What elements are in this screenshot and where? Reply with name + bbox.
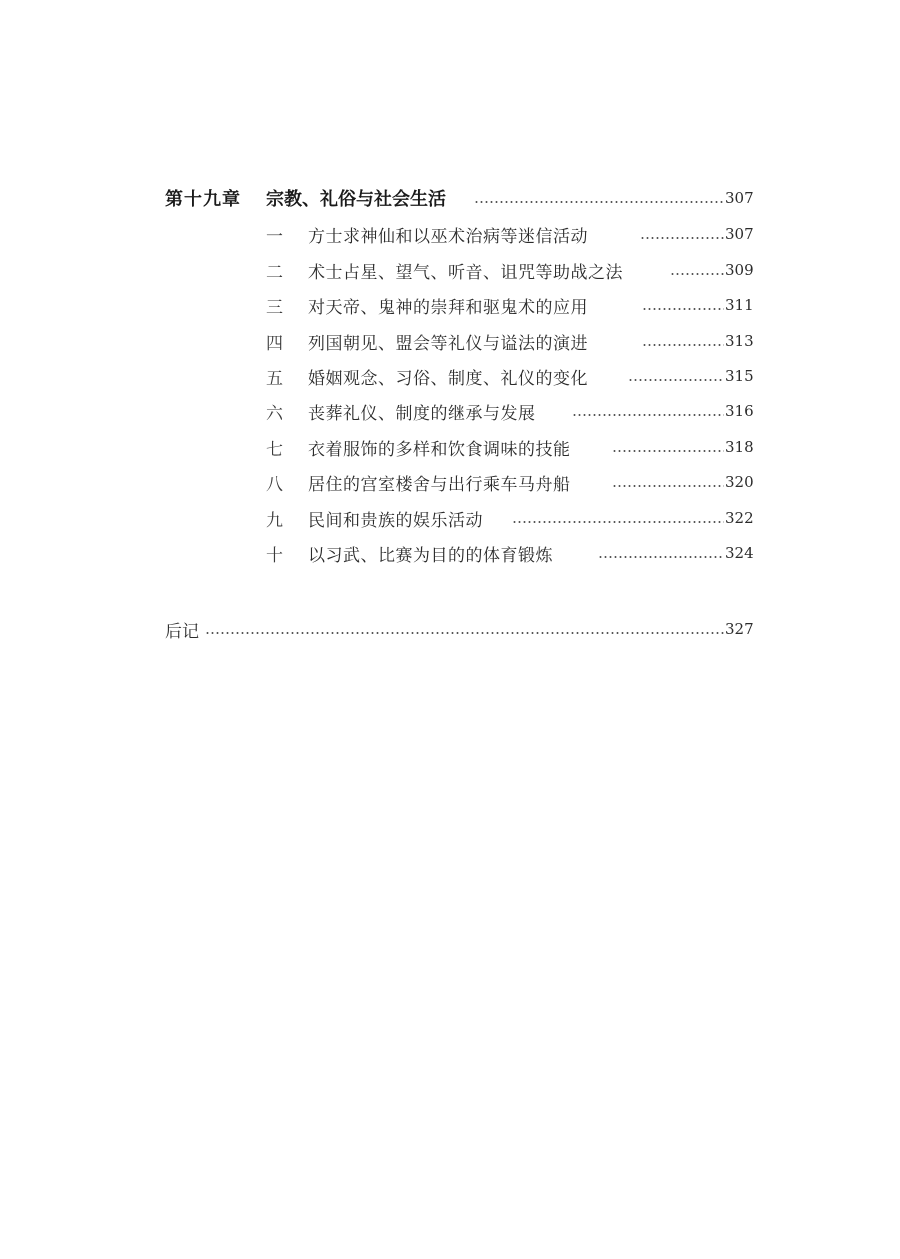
chapter-entry (0, 183, 900, 213)
section-number: 六 (266, 403, 283, 424)
section-title: 衣着服饰的多样和饮食调味的技能 (308, 439, 571, 460)
page-number: 320 (725, 473, 754, 491)
afterword-title: 后记 (165, 621, 199, 642)
page-number: 313 (725, 332, 754, 350)
dot-leader (628, 379, 724, 381)
section-title: 列国朝见、盟会等礼仪与谥法的演进 (308, 333, 588, 354)
section-entry (0, 255, 900, 285)
section-number: 二 (266, 262, 283, 283)
section-number: 一 (266, 226, 283, 247)
page-number: 315 (725, 367, 754, 385)
section-number: 五 (266, 368, 283, 389)
page-number: 316 (725, 402, 754, 420)
section-number: 八 (266, 474, 283, 495)
section-title: 婚姻观念、习俗、制度、礼仪的变化 (308, 368, 588, 389)
dot-leader (474, 201, 724, 203)
page-number: 309 (725, 261, 754, 279)
section-title: 居住的宫室楼舍与出行乘车马舟船 (308, 474, 571, 495)
section-title: 术士占星、望气、听音、诅咒等助战之法 (308, 262, 623, 283)
page-number: 322 (725, 509, 754, 527)
afterword-entry (0, 614, 900, 644)
dot-leader (512, 521, 724, 523)
dot-leader (640, 237, 724, 239)
dot-leader (205, 632, 724, 634)
chapter-number: 第十九章 (165, 189, 241, 210)
chapter-title: 宗教、礼俗与社会生活 (266, 189, 446, 210)
dot-leader (642, 308, 724, 310)
section-entry (0, 361, 900, 391)
page-number: 327 (725, 620, 754, 638)
section-title: 民间和贵族的娱乐活动 (308, 510, 483, 531)
dot-leader (572, 414, 724, 416)
dot-leader (612, 485, 724, 487)
section-entry (0, 290, 900, 320)
section-entry (0, 219, 900, 249)
section-entry (0, 467, 900, 497)
dot-leader (670, 273, 724, 275)
page-number: 307 (725, 225, 754, 243)
page-number: 311 (725, 296, 754, 314)
section-number: 九 (266, 510, 283, 531)
section-number: 四 (266, 333, 283, 354)
section-entry (0, 396, 900, 426)
dot-leader (598, 556, 724, 558)
section-entry (0, 503, 900, 533)
section-entry (0, 326, 900, 356)
section-number: 七 (266, 439, 283, 460)
section-entry (0, 538, 900, 568)
page-number: 307 (725, 189, 754, 207)
section-title: 丧葬礼仪、制度的继承与发展 (308, 403, 536, 424)
dot-leader (642, 344, 724, 346)
section-entry (0, 432, 900, 462)
page-number: 318 (725, 438, 754, 456)
section-title: 以习武、比赛为目的的体育锻炼 (308, 545, 553, 566)
page-number: 324 (725, 544, 754, 562)
section-title: 对天帝、鬼神的崇拜和驱鬼术的应用 (308, 297, 588, 318)
section-title: 方士求神仙和以巫术治病等迷信活动 (308, 226, 588, 247)
section-number: 十 (266, 545, 283, 566)
section-number: 三 (266, 297, 283, 318)
dot-leader (612, 450, 724, 452)
